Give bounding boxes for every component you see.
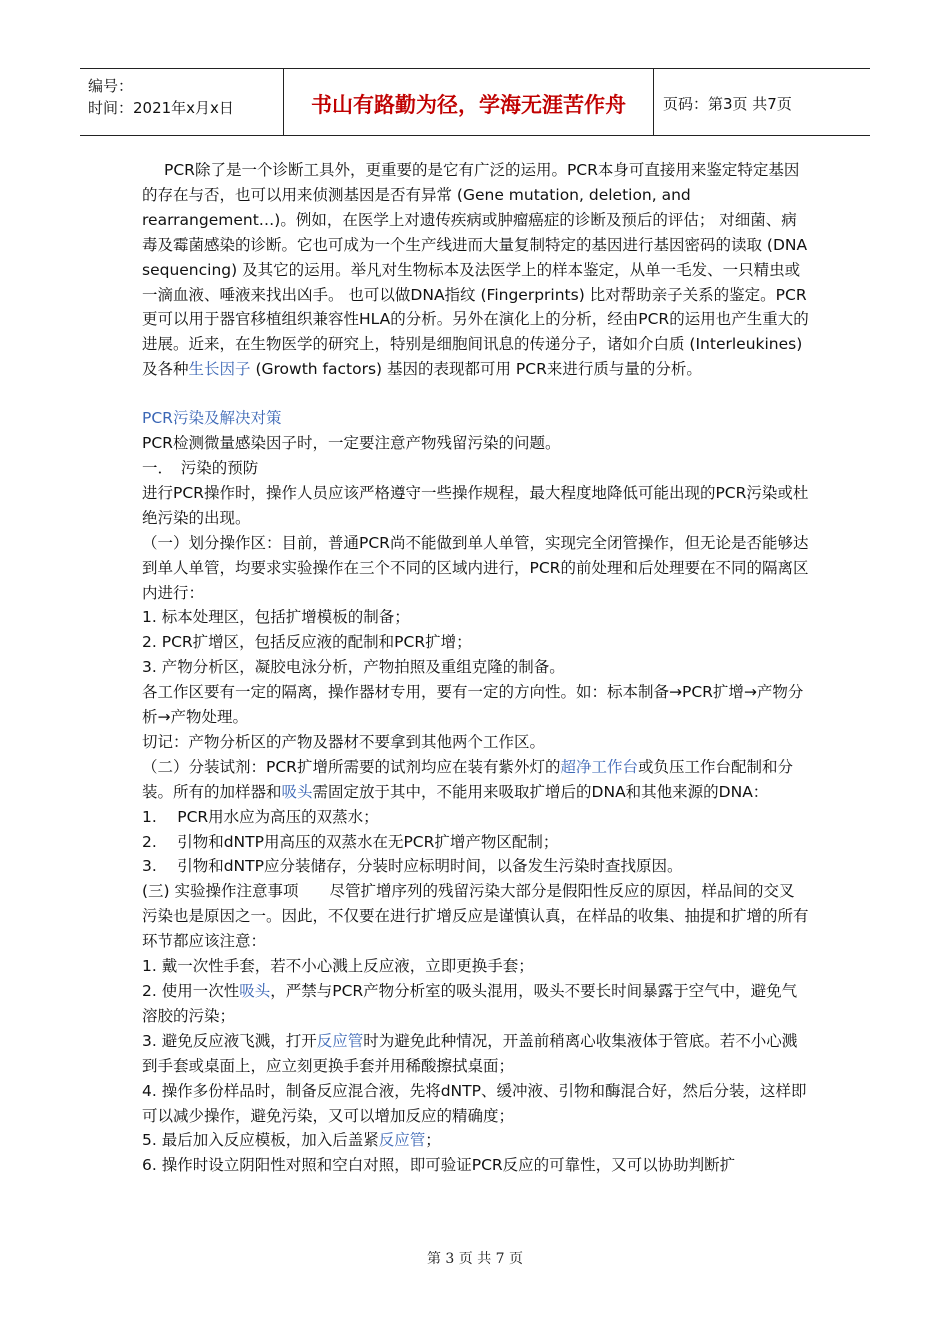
tip-link[interactable]: 吸头 — [239, 982, 271, 1000]
header-time-label: 时间：2021年x月x日 — [88, 99, 234, 117]
list-item: 6. 操作时设立阴阳性对照和空白对照，即可验证PCR反应的可靠性，又可以协助判断扩 — [142, 1156, 736, 1175]
page-footer: 第 3 页 共 7 页 — [426, 1251, 524, 1267]
reaction-tube-link[interactable]: 反应管 — [316, 1031, 364, 1050]
list-item: 1. PCR用水应为高压的双蒸水； — [142, 807, 379, 826]
op2-text-a: 2. 使用一次性 — [142, 982, 240, 1000]
list-item — [142, 979, 810, 1029]
reagent-text-a: （二）分装试剂：PCR扩增所需要的试剂均应在装有紫外灯的 — [142, 757, 561, 776]
pcr-detect-line: PCR检测微量感染因子时，一定要注意产物残留污染的问题。 — [142, 434, 561, 453]
growth-factor-link[interactable]: 生长因子 — [188, 360, 251, 379]
header-meta — [88, 75, 234, 119]
list-item: 3. 产物分析区，凝胶电泳分析，产物拍照及重组克隆的制备。 — [142, 658, 565, 677]
clean-bench-link[interactable]: 超净工作台 — [560, 757, 638, 776]
reagent-paragraph — [142, 755, 810, 805]
list-item: 1. 戴一次性手套，若不小心溅上反应液，立即更换手套； — [142, 957, 534, 976]
list-item: 4. 操作多份样品时，制备反应混合液，先将dNTP、缓冲液、引物和酶混合好，然后分装，这样即可以减少操作，避免污染，又可以增加反应的精确度； — [142, 1081, 807, 1125]
header-motto: 书山有路勤为径，学海无涯苦作舟 — [311, 93, 626, 117]
intro-text-a: PCR除了是一个诊断工具外，更重要的是它有广泛的运用。PCR本身可直接用来鉴定特定基因的存在与否，也可以用来侦测基因是否有异常 (Gene mutation, deletion, and rearrangement…)。例如，在医学上对遗传疾病或肿瘤癌症的诊断及预后的评估； 对细菌、病毒及霉菌感染的诊断。它也可成为一个生产线进而大量复制特定的基因进行基因密码的读取 (DNA sequencing) 及其它的运用。举凡对生物标本及法医学上的样本鉴定，从单一毛发、一只精虫或一滴血液、唾液来找出凶手。 也可以做DNA指纹 (Fingerprints) 比对帮助亲子关系的鉴定。PCR更可以用于器官移植组织兼容性HLA的分析。另外在演化上的分析，经由PCR的运用也产生重大的进展。近来，在生物医学的研究上，特别是细胞间讯息的传递分子，诸如介白质 (Interleukines) 及各种 — [142, 161, 809, 379]
document-body — [142, 158, 810, 1178]
intro-text-b: (Growth factors) 基因的表现都可用 PCR来进行质与量的分析。 — [250, 360, 702, 379]
reagent-text-c: 需固定放于其中，不能用来吸取扩增后的DNA和其他来源的DNA： — [312, 782, 769, 801]
isolation-note: 各工作区要有一定的隔离，操作器材专用，要有一定的方向性。如：标本制备→PCR扩增→产物分析→产物处理。 — [142, 683, 804, 727]
op2-text-b: ，严禁与PCR产物分析室的吸头混用，吸头不要长时间暴露于空气中，避免气溶胶的污染； — [142, 982, 798, 1025]
intro-paragraph — [142, 158, 810, 382]
operation-intro: (三) 实验操作注意事项 尽管扩增序列的残留污染大部分是假阳性反应的原因，样品间的交叉污染也是原因之一。因此，不仅要在进行扩增反应是谨慎认真，在样品的收集、抽提和扩增的所有环节都应该注意： — [142, 882, 809, 951]
list-item — [142, 1029, 810, 1079]
op5-text-a: 5. 最后加入反应模板，加入后盖紧 — [142, 1131, 379, 1150]
tip-link[interactable]: 吸头 — [281, 782, 313, 801]
list-item: 2. PCR扩增区，包括反应液的配制和PCR扩增； — [142, 633, 472, 652]
op5-text-b: ； — [425, 1131, 441, 1150]
list-item — [142, 1128, 810, 1153]
reagent-text-b: 或负压工作台配制和分装。所有的加样器和 — [142, 757, 793, 801]
prevention-heading: 一． 污染的预防 — [142, 458, 259, 477]
list-item: 1. 标本处理区，包括扩增模板的制备； — [142, 608, 410, 627]
caution-note: 切记：产物分析区的产物及器材不要拿到其他两个工作区。 — [142, 732, 546, 751]
header-page-info: 页码：第3页 共7页 — [663, 95, 792, 113]
page-header — [80, 68, 870, 136]
op3-text-b: 时为避免此种情况，开盖前稍离心收集液体于管底。若不小心溅到手套或桌面上，应立刻更换手套并用稀酸擦拭桌面； — [142, 1031, 798, 1075]
section-title: PCR污染及解决对策 — [142, 409, 282, 428]
header-number-label: 编号： — [88, 77, 134, 95]
list-item: 3. 引物和dNTP应分装储存，分装时应标明时间，以备发生污染时查找原因。 — [142, 857, 683, 876]
paragraph-gap — [142, 382, 810, 406]
reaction-tube-link[interactable]: 反应管 — [378, 1131, 426, 1150]
op3-text-a: 3. 避免反应液飞溅，打开 — [142, 1031, 317, 1050]
prevention-intro: 进行PCR操作时，操作人员应该严格遵守一些操作规程，最大程度地降低可能出现的PCR污染或杜绝污染的出现。 — [142, 483, 809, 527]
work-area-intro: （一）划分操作区：目前，普通PCR尚不能做到单人单管，实现完全闭管操作，但无论是否能够达到单人单管，均要求实验操作在三个不同的区域内进行，PCR的前处理和后处理要在不同的隔离区内进行： — [142, 533, 809, 602]
list-item: 2. 引物和dNTP用高压的双蒸水在无PCR扩增产物区配制； — [142, 832, 559, 851]
header-divider-right — [653, 69, 654, 135]
